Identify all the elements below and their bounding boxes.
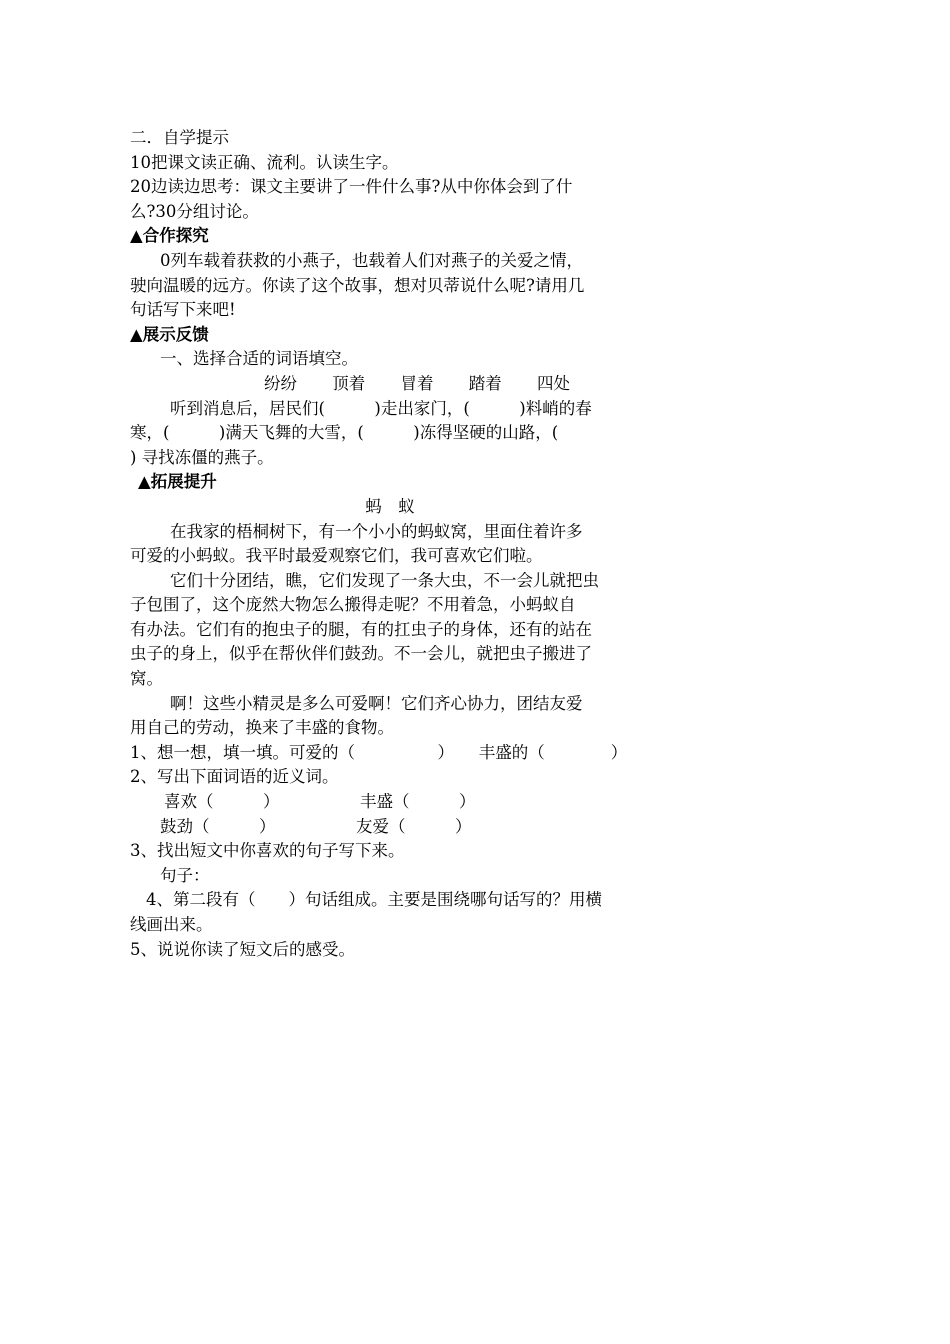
cooperate-heading: ▲合作探究	[130, 226, 209, 246]
question-4-line-1: 4、第二段有（ ）句话组成。主要是围绕哪句话写的？用横	[146, 890, 602, 910]
story-paragraph-2-line-4: 虫子的身上，似乎在帮伙伴们鼓劲。不一会儿，就把虫子搬进了	[130, 644, 592, 664]
hint-item-1: 10把课文读正确、流利。认读生字。	[130, 152, 399, 172]
cooperate-line-3: 句话写下来吧!	[130, 300, 236, 320]
story-paragraph-2-line-2: 子包围了，这个庞然大物怎么搬得走呢？不用着急，小蚂蚁自	[130, 595, 576, 615]
fill-text-line-2: 寒，( )满天飞舞的大雪，( )冻得坚硬的山路，(	[130, 423, 575, 443]
story-paragraph-2-line-1: 它们十分团结，瞧，它们发现了一条大虫，不一会儿就把虫	[170, 570, 599, 590]
question-4-line-2: 线画出来。	[130, 915, 213, 934]
word-option: 冒着	[400, 373, 434, 393]
fill-text-line-3: ) 寻找冻僵的燕子。	[130, 447, 274, 467]
cooperate-line-1: 0列车载着获救的小燕子，也载着人们对燕子的关爱之情，	[160, 250, 583, 270]
word-option: 踏着	[468, 373, 502, 393]
story-paragraph-1-line-2: 可爱的小蚂蚁。我平时最爱观察它们，我可喜欢它们啦。	[130, 546, 543, 566]
question-1: 1、想一想，填一填。可爱的（ ） 丰盛的（ ）	[130, 742, 628, 762]
story-paragraph-3-line-2: 用自己的劳动，换来了丰盛的食物。	[130, 718, 394, 738]
section-title: 二．自学提示	[130, 128, 229, 147]
synonym-item: 丰盛（ ）	[360, 792, 476, 812]
synonym-item: 鼓劲（ ）	[160, 816, 276, 836]
word-bank	[130, 372, 650, 397]
sentence-label: 句子：	[160, 865, 210, 885]
word-option: 四处	[537, 373, 570, 393]
word-option: 顶着	[332, 373, 366, 393]
question-3: 3、找出短文中你喜欢的句子写下来。	[130, 841, 405, 861]
hint-item-2-line-1: 20边读边思考：课文主要讲了一件什么事?从中你体会到了什	[130, 177, 573, 197]
story-title: 蚂 蚁	[365, 496, 415, 516]
story-paragraph-3-line-1: 啊！这些小精灵是多么可爱啊！它们齐心协力，团结友爱	[170, 693, 583, 713]
hint-item-2-line-2: 么?30分组讨论。	[130, 201, 259, 221]
document-page	[130, 126, 650, 962]
synonym-item: 友爱（ ）	[356, 816, 472, 836]
synonym-row-2	[130, 815, 650, 840]
question-2: 2、写出下面词语的近义词。	[130, 767, 339, 787]
fill-question-1: 一、选择合适的词语填空。	[160, 349, 358, 369]
fill-text-line-1: 听到消息后，居民们( )走出家门，( )料峭的春	[170, 398, 592, 418]
synonym-row-1	[130, 790, 650, 815]
feedback-heading: ▲展示反馈	[130, 324, 209, 344]
story-paragraph-1-line-1: 在我家的梧桐树下，有一个小小的蚂蚁窝，里面住着许多	[170, 521, 583, 541]
word-option: 纷纷	[264, 373, 297, 393]
story-paragraph-2-line-3: 有办法。它们有的抱虫子的腿，有的扛虫子的身体，还有的站在	[130, 619, 592, 639]
story-paragraph-2-line-5: 窝。	[130, 669, 163, 689]
synonym-item: 喜欢（ ）	[164, 792, 280, 812]
cooperate-line-2: 驶向温暖的远方。你读了这个故事，想对贝蒂说什么呢?请用几	[130, 275, 585, 295]
question-5: 5、说说你读了短文后的感受。	[130, 939, 355, 959]
extend-heading: ▲拓展提升	[138, 472, 217, 492]
